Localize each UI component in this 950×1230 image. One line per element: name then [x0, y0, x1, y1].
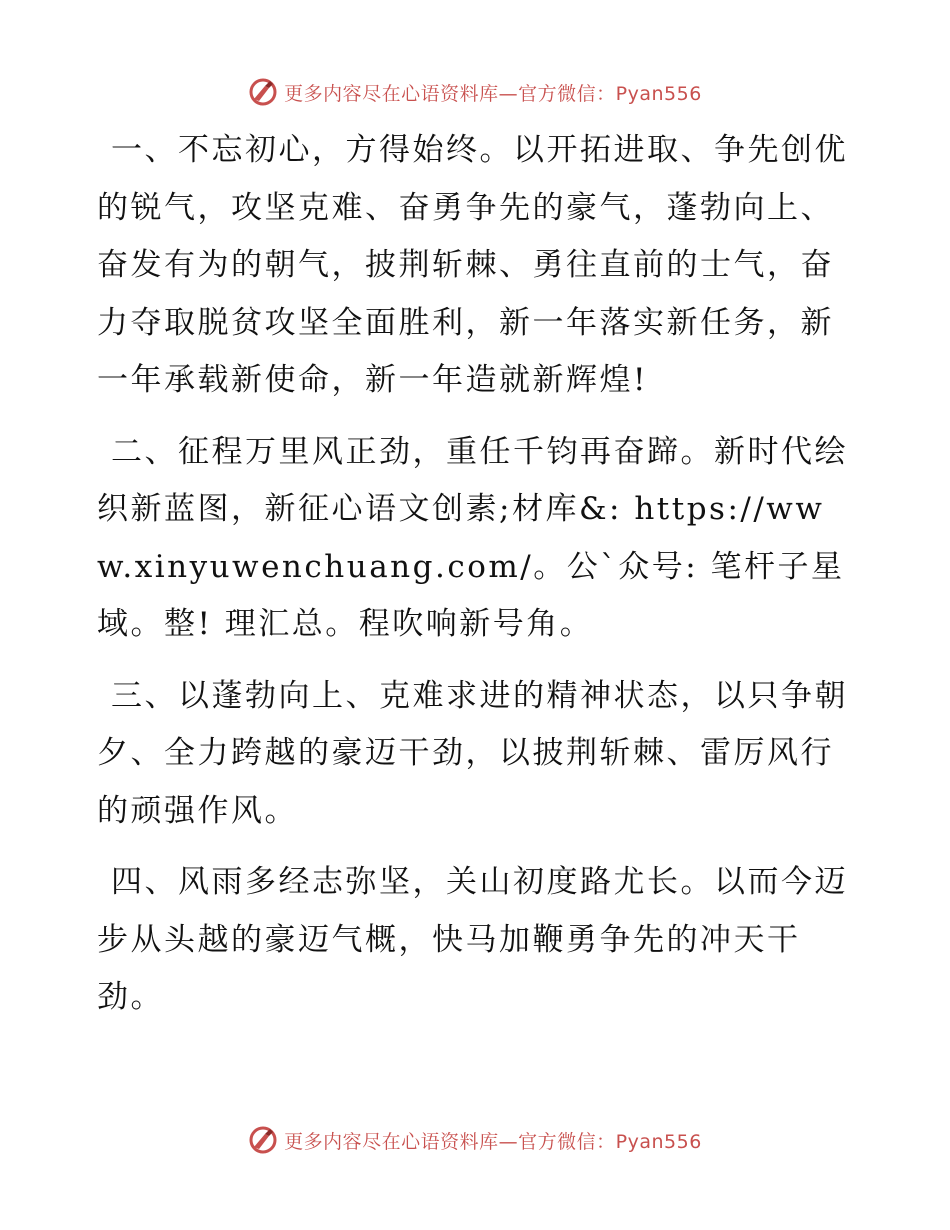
footer-banner [0, 1120, 950, 1160]
header-banner-text: 更多内容尽在心语资料库—官方微信：Pyan556 [284, 82, 702, 105]
header-banner [0, 72, 950, 112]
pen-logo-icon [248, 77, 278, 107]
paragraph-3: 三、以蓬勃向上、克难求进的精神状态，以只争朝夕、全力跨越的豪迈干劲，以披荆斩棘、雷厉风行的顽强作风。 [97, 677, 848, 829]
pen-logo-icon [248, 1125, 278, 1155]
footer-banner-text: 更多内容尽在心语资料库—官方微信：Pyan556 [284, 1130, 702, 1153]
paragraph-1: 一、不忘初心，方得始终。以开拓进取、争先创优的锐气，攻坚克难、奋勇争先的豪气，蓬勃向上、奋发有为的朝气，披荆斩棘、勇往直前的士气，奋力夺取脱贫攻坚全面胜利，新一年落实新任务，新一年承载新使命，新一年造就新辉煌! [97, 132, 848, 398]
paragraph-4: 四、风雨多经志弥坚，关山初度路尤长。以而今迈步从头越的豪迈气概，快马加鞭勇争先的冲天干劲。 [97, 864, 848, 1015]
paragraph-2: 二、征程万里风正劲，重任千钧再奋蹄。新时代绘织新蓝图，新征心语文创素;材库&: https://www.xinyuwenchuang.com/。公`众号: 笔杆子星域。整! 理汇总。程吹响新号角。 [97, 433, 848, 642]
document-body [97, 122, 857, 1041]
